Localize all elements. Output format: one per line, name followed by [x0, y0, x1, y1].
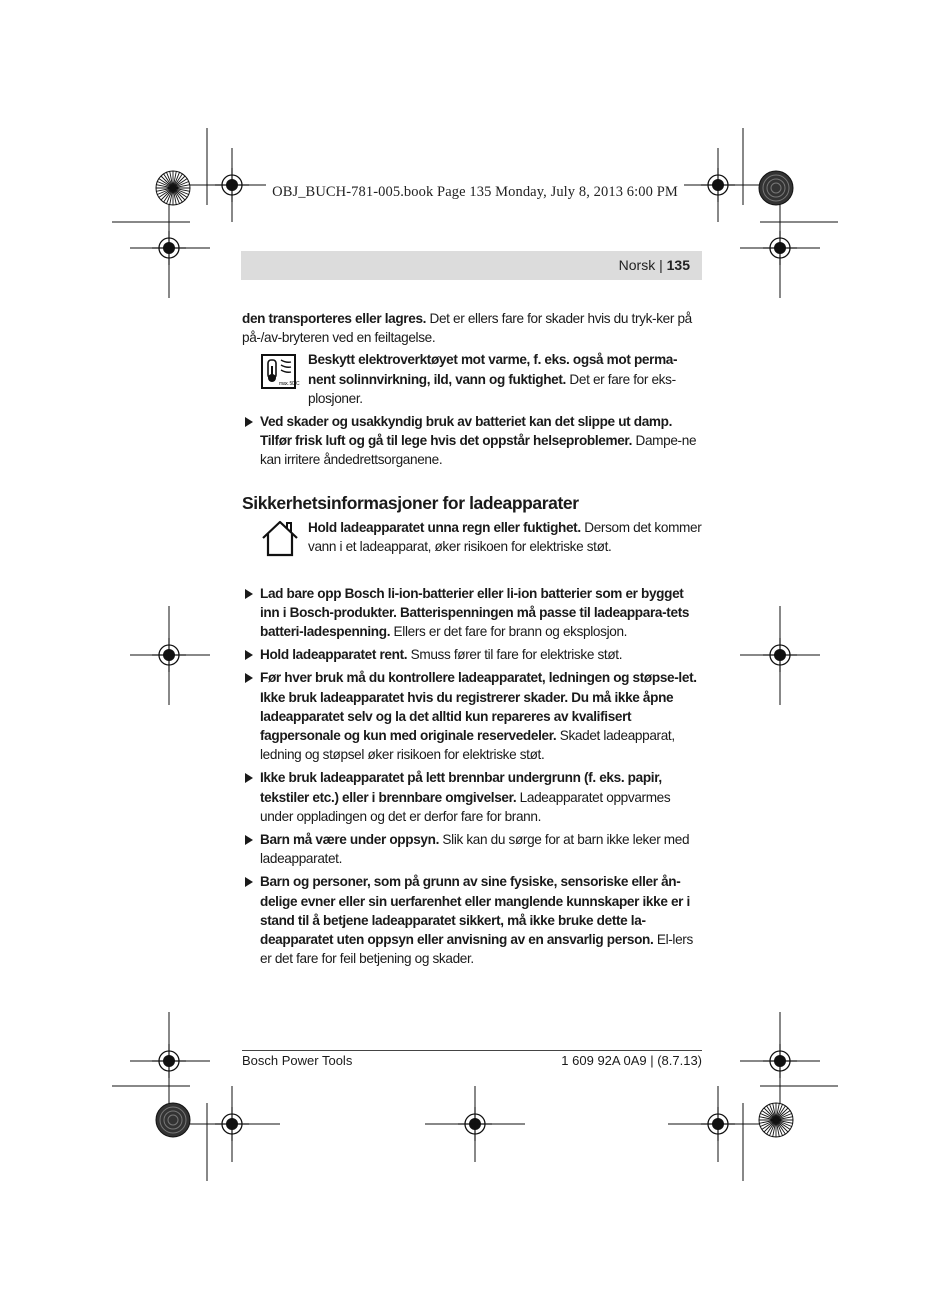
footer-rule — [242, 1050, 702, 1051]
bullet-item: Ikke bruk ladeapparatet på lett brennbar undergrunn (f. eks. papir, tekstiler etc.) eller i brennbare omgivelser. Ladeapparatet oppvarmes under oppladingen og det er derfor fare for brann. — [242, 768, 702, 826]
page-header — [241, 251, 702, 280]
vapor-bullet: Ved skader og usakkyndig bruk av batteriet kan det slippe ut damp. Tilfør frisk luft og gå til lege hvis det oppstår helseproblemer. Dampe-ne kan irritere åndedrettsorganene. — [242, 412, 702, 470]
bullet-item: Barn og personer, som på grunn av sine fysiske, sensoriske eller ån-delige evner eller sin uerfarenhet eller manglende kunnskaper ikke er i stand til å betjene ladeapparatet sikkert, må ikke bruke dette la-deapparatet uten oppsyn eller anvisning av en ansvarlig person. El-lers er det fare for feil betjening og skader. — [242, 872, 702, 968]
bullet-arrow-icon — [245, 773, 253, 783]
bullet-arrow-icon — [245, 877, 253, 887]
bullet-item: Hold ladeapparatet rent. Smuss fører til fare for elektriske støt. — [242, 645, 702, 664]
header-language: Norsk — [618, 257, 656, 273]
rain-warning: Hold ladeapparatet unna regn eller fuktighet. Dersom det kommer vann i et ladeapparat, øker risikoen for elektriske støt. — [242, 518, 702, 574]
heat-protection-icon — [260, 352, 300, 397]
bullet-arrow-icon — [245, 673, 253, 683]
footer-brand: Bosch Power Tools — [242, 1053, 353, 1068]
header-separator: | — [659, 257, 663, 273]
bullet-item: Før hver bruk må du kontrollere ladeapparatet, ledningen og støpse-let. Ikke bruk ladeapparatet hvis du registrerer skader. Du må ikke åpne ladeapparatet selv og la det alltid kun repareres av kvalifisert fagpersonale og kun med originale reservedeler. Skadet ladeapparat, ledning og støpsel øker risikoen for elektriske støt. — [242, 668, 702, 764]
bullet-arrow-icon — [245, 650, 253, 660]
bullet-arrow-icon — [245, 835, 253, 845]
section-heading: Sikkerhetsinformasjoner for ladeapparater — [242, 492, 579, 513]
svg-text:max. 50°C: max. 50°C — [279, 381, 300, 388]
bullet-item: Lad bare opp Bosch li-ion-batterier eller li-ion batterier som er bygget inn i Bosch-produkter. Batterispenningen må passe til ladeappara-tets batteri-ladespenning. Ellers er det fare for brann og eksplosjon. — [242, 584, 702, 642]
footer-document-number: 1 609 92A 0A9 | (8.7.13) — [561, 1053, 702, 1068]
bullet-arrow-icon — [245, 589, 253, 599]
bullet-item: Barn må være under oppsyn. Slik kan du sørge for at barn ikke leker med ladeapparatet. — [242, 830, 702, 868]
house-icon — [260, 518, 300, 563]
page-number: 135 — [666, 257, 690, 273]
intro-paragraph: den transporteres eller lagres. Det er ellers fare for skader hvis du tryk-ker på på-/av-bryteren ved en feiltagelse. — [242, 311, 692, 346]
bullet-arrow-icon — [245, 417, 253, 427]
heat-warning: max. 50°C Beskytt elektroverktøyet mot varme, f. eks. også mot perma-nent solinnvirkning, ild, vann og fuktighet. Det er fare for eks-plosjoner. — [242, 350, 702, 408]
book-file-line: OBJ_BUCH-781-005.book Page 135 Monday, July 8, 2013 6:00 PM — [0, 184, 950, 201]
page-content — [242, 309, 702, 968]
